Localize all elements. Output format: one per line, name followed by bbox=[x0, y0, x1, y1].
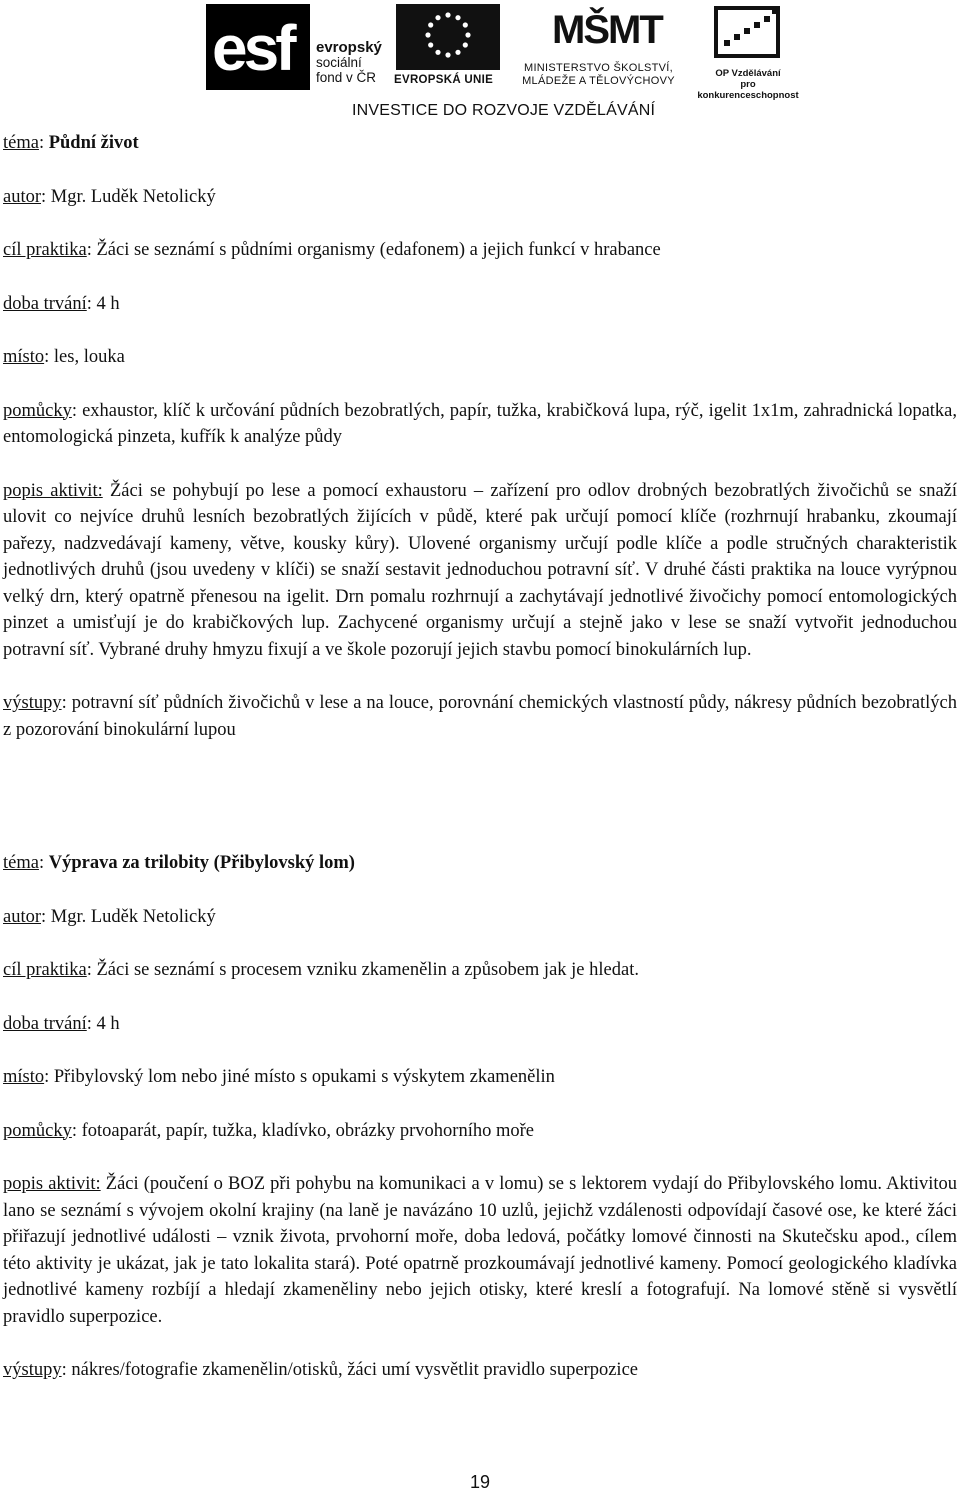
cil-value: Žáci se seznámí s půdními organismy (edafonem) a jejich funkcí v hrabance bbox=[96, 240, 661, 260]
tema-value: Půdní život bbox=[48, 133, 139, 153]
popis-value: Žáci (poučení o BOZ při pohybu na komunikaci a v lomu) se s lektorem vydají do Přibylovského lomu. Aktivitou lano se seznámí s vývojem okolní krajiny (na laně je navázáno 10 uzlů, jejichž vzdálenosti odpovídají časové ose, ke které žáci přiřazují jednotlivé události – vznik života, prvohorní moře, doba ledová, počátky lomové činnosti na Skutečsku apod., cílem této aktivity je ukázat, jak je tato lokalita stará). Poté opatrně prozkoumávají jednotlivé kameny. Pomocí geologického kladívka jednotlivé kameny rozbíjí a hledají zkameněliny nebo jejich otisky, které kreslí a fotografují. Na lomové stěně si vysvětlí pravidlo superpozice. bbox=[3, 1174, 958, 1327]
eu-caption: EVROPSKÁ UNIE bbox=[394, 74, 494, 86]
misto-label: místo bbox=[3, 1067, 45, 1087]
msmt-mark: MŠMT bbox=[552, 8, 662, 52]
doba-label: doba trvání bbox=[3, 1013, 87, 1034]
esf-text bbox=[316, 40, 396, 85]
vystupy-label: výstupy bbox=[3, 693, 62, 713]
op-line-2: pro konkurenceschopnost bbox=[697, 79, 799, 101]
cil-label: cíl praktika bbox=[3, 240, 87, 260]
misto-value: les, louka bbox=[53, 347, 125, 367]
section-vyprava-za-trilobity bbox=[3, 850, 957, 1384]
esf-line-2: sociální bbox=[316, 55, 362, 70]
popis-value: Žáci se pohybují po lese a pomocí exhaustoru – zařízení pro odlov drobných bezobratlých živočichů se snaží ulovit co nejvíce druhů lesních bezobratlých žijících v půdě, které pak určují pomocí klíče (rozhrnují hrabanku, zkoumají pařezy, nadzvedávají kameny, větve, kousky kůry). Ulovené organismy určují podle klíče a podle stručných charakteristik jednotlivých druhů (jsou uvedeny v klíči) se snaží sestavit jednoduchou potravní síť. V druhé části praktika na louce vyrýpnou velký drn, který opatrně přenesou na igelit. Drn pomalu rozhrnují a zachytávají jednotlivé živočichy pomocí entomologických pinzet a umisťují je do krabičkových lup. Zachycené organismy určují a stejně jako v lese se snaží vytvořit jednoduchou potravní síť. Vybrané druhy hmyzu fixují a ve škole pozorují jejich stavbu pomocí binokulárních lup. bbox=[3, 480, 958, 660]
popis-label: popis aktivit: bbox=[3, 1174, 101, 1194]
pomucky-field: pomůcky: fotoaparát, papír, tužka, kladívko, obrázky prvohorního moře bbox=[3, 1120, 534, 1141]
pomucky-value: exhaustor, klíč k určování půdních bezobratlých, papír, tužka, krabičková lupa, rýč, igelit 1x1m, zahradnická lopatka, entomologická pinzeta, kufřík k analýze půdy bbox=[3, 400, 958, 447]
vystupy-value: potravní síť půdních živočichů v lese a na louce, porovnání chemických vlastností půdy, nákresy půdních bezobratlých z pozorování binokulární lupou bbox=[3, 693, 958, 740]
doba-value: 4 h bbox=[96, 293, 120, 314]
cil-label: cíl praktika bbox=[3, 960, 87, 980]
doba-field: doba trvání: 4 h bbox=[3, 293, 120, 314]
popis-field bbox=[3, 478, 957, 664]
op-mark-icon bbox=[714, 4, 784, 60]
pomucky-label: pomůcky bbox=[3, 400, 72, 421]
header-logos bbox=[0, 0, 960, 130]
op-logo bbox=[692, 4, 804, 101]
cil-field: cíl praktika: Žáci se seznámí s procesem vzniku zkamenělin a způsobem jak je hledat. bbox=[3, 960, 639, 980]
esf-mark bbox=[206, 4, 310, 90]
popis-label: popis aktivit: bbox=[3, 480, 103, 501]
vystupy-field: výstupy: potravní síť půdních živočichů v lese a na louce, porovnání chemických vlastností půdy, nákresy půdních bezobratlých z pozorování binokulární lupou bbox=[3, 693, 958, 740]
esf-line-3: fond v ČR bbox=[316, 70, 377, 85]
doba-field: doba trvání: 4 h bbox=[3, 1013, 120, 1034]
msmt-logo bbox=[506, 2, 686, 92]
esf-line-1: evropský bbox=[316, 39, 382, 56]
autor-value: Mgr. Luděk Netolický bbox=[50, 186, 216, 207]
tema-value: Výprava za trilobity (Přibylovský lom) bbox=[48, 853, 355, 873]
op-line-1: OP Vzdělávání bbox=[715, 68, 781, 79]
tema-label: téma bbox=[3, 133, 39, 153]
esf-logo bbox=[206, 4, 386, 90]
tagline: INVESTICE DO ROZVOJE VZDĚLÁVÁNÍ bbox=[352, 102, 656, 119]
misto-label: místo bbox=[3, 347, 45, 367]
cil-value: Žáci se seznámí s procesem vzniku zkamenělin a způsobem jak je hledat. bbox=[96, 960, 639, 980]
tema-field: téma: Půdní život bbox=[3, 133, 139, 153]
vystupy-label: výstupy bbox=[3, 1360, 62, 1380]
popis-field bbox=[3, 1171, 957, 1330]
misto-field: místo: Přibylovský lom nebo jiné místo s opukami s výskytem zkamenělin bbox=[3, 1067, 555, 1087]
vystupy-value: nákres/fotografie zkamenělin/otisků, žáci umí vysvětlit pravidlo superpozice bbox=[71, 1360, 638, 1380]
section-pudni-zivot bbox=[3, 130, 957, 743]
doba-value: 4 h bbox=[96, 1013, 120, 1034]
msmt-caption bbox=[506, 62, 691, 88]
tema-field: téma: Výprava za trilobity (Přibylovský lom) bbox=[3, 853, 355, 873]
pomucky-field: pomůcky: exhaustor, klíč k určování půdních bezobratlých, papír, tužka, krabičková lupa, rýč, igelit 1x1m, zahradnická lopatka, entomologická pinzeta, kufřík k analýze půdy bbox=[3, 400, 958, 447]
autor-field: autor: Mgr. Luděk Netolický bbox=[3, 906, 216, 927]
pomucky-value: fotoaparát, papír, tužka, kladívko, obrázky prvohorního moře bbox=[81, 1120, 534, 1141]
page-number: 19 bbox=[469, 1472, 491, 1492]
msmt-line-2: MLÁDEŽE A TĚLOVÝCHOVY bbox=[522, 75, 675, 87]
misto-field: místo: les, louka bbox=[3, 347, 125, 367]
eu-logo bbox=[396, 4, 500, 90]
pomucky-label: pomůcky bbox=[3, 1120, 72, 1141]
tema-label: téma bbox=[3, 853, 39, 873]
vystupy-field: výstupy: nákres/fotografie zkamenělin/otisků, žáci umí vysvětlit pravidlo superpozice bbox=[3, 1360, 638, 1380]
document-body bbox=[3, 130, 957, 1411]
msmt-line-1: MINISTERSTVO ŠKOLSTVÍ, bbox=[523, 62, 673, 74]
autor-value: Mgr. Luděk Netolický bbox=[50, 906, 216, 927]
autor-label: autor bbox=[3, 906, 42, 927]
section-gap bbox=[3, 770, 957, 850]
autor-label: autor bbox=[3, 186, 42, 207]
eu-flag-icon bbox=[396, 4, 500, 70]
cil-field: cíl praktika: Žáci se seznámí s půdními organismy (edafonem) a jejich funkcí v hrabance bbox=[3, 240, 661, 260]
autor-field: autor: Mgr. Luděk Netolický bbox=[3, 186, 216, 207]
op-caption bbox=[692, 68, 804, 101]
doba-label: doba trvání bbox=[3, 293, 87, 314]
esf-mark-text: esf bbox=[212, 12, 293, 84]
misto-value: Přibylovský lom nebo jiné místo s opukami s výskytem zkamenělin bbox=[53, 1067, 555, 1087]
